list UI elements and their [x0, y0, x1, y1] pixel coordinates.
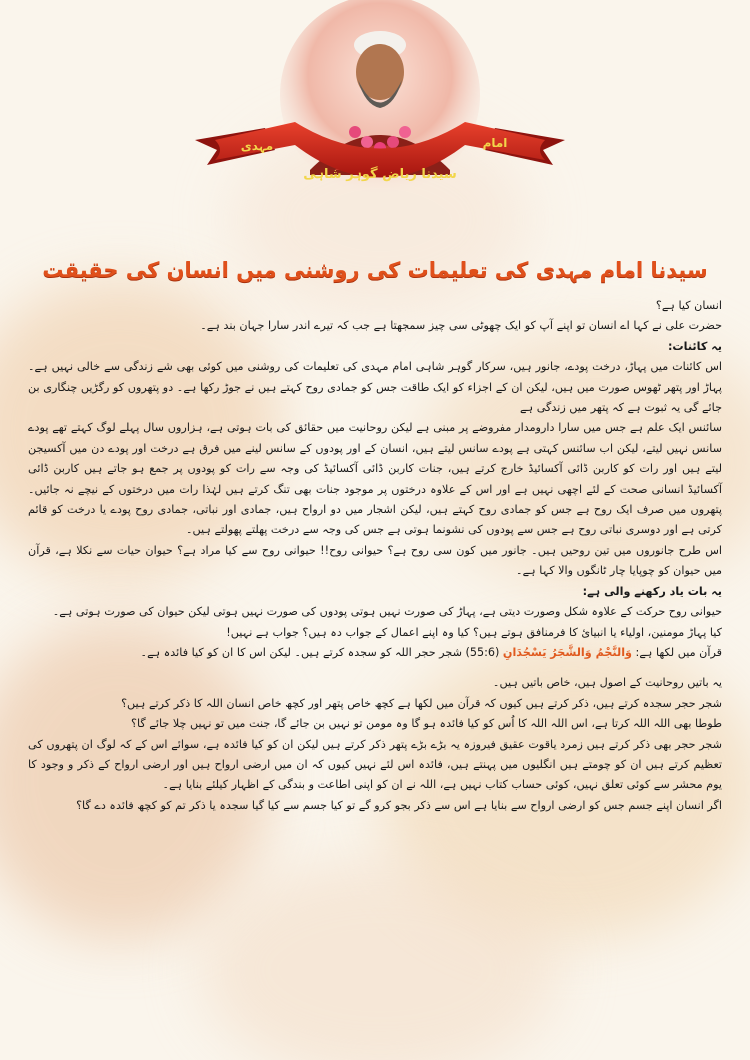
quran-after: (55:6) شجر حجر اللہ کو سجدہ کرتے ہیں۔ لیکن اس کا ان کو کیا فائدہ ہے۔: [140, 645, 503, 659]
article-body: [28, 296, 722, 816]
quran-ayah: وَالنَّجْمُ وَالشَّجَرُ يَسْجُدَانِ: [502, 645, 632, 659]
paragraph: شجر حجر سجدہ کرتے ہیں، ذکر کرتے ہیں کیوں کہ قرآن میں لکھا ہے کچھ خاص پتھر اور کچھ خاص انسان اللہ کا ذکر کرتے ہیں؟: [121, 696, 722, 710]
banner-text-left: امام: [482, 136, 508, 150]
quran-paragraph: [28, 643, 722, 663]
banner-text-right: مہدی: [240, 139, 274, 153]
paragraph: حیوانی روح حرکت کے علاوہ شکل وصورت دیتی ہے، پہاڑ کی صورت نہیں ہوتی پودوں کی صورت نہیں ہوتی لیکن حیوان کی صورت ہوتی ہے۔: [52, 605, 722, 619]
section-heading: یہ بات یاد رکھنے والی ہے:: [582, 584, 722, 598]
paragraph: حضرت علی نے کہا اے انسان تو اپنے آپ کو ایک چھوٹی سی چیز سمجھتا ہے جب کہ تیرے اندر سارا جہان بند ہے۔: [200, 319, 722, 333]
paragraph: کیا پہاڑ مومنین، اولیاء یا انبیائ کا فرمنافق ہوتے ہیں؟ کیا وہ اپنے اعمال کے جواب دہ ہیں؟ جواب ہے نہیں!: [226, 625, 722, 639]
paragraph: اگر انسان اپنے جسم جس کو ارضی ارواح سے بنایا ہے اس سے ذکر بجو کرو گے تو کیا جسم سے کیا گیا سجدہ یا ذکر تم کو کچھ فائدہ دے گا؟: [76, 798, 722, 812]
question-heading: انسان کیا ہے؟: [655, 299, 722, 312]
banner-text-center: سیدنا ریاض گوہر شاہی: [303, 167, 457, 182]
paragraph: یہ باتیں روحانیت کے اصول ہیں، خاص باتیں ہیں۔: [492, 676, 722, 690]
page-title: سیدنا امام مہدی کی تعلیمات کی روشنی میں انسان کی حقیقت: [42, 258, 708, 282]
paragraph: اس کائنات میں پہاڑ، درخت پودے، جانور ہیں، سرکار گوہر شاہی امام مہدی کی تعلیمات کی روشنی میں کوئی بھی شے زندگی سے خالی نہیں ہے۔ پہاڑ اور پتھر ٹھوس صورت میں ہیں، لیکن ان کے اجزاء کو ایک طاقت جس کو جمادی روح کہتے ہیں نے جوڑ رکھا ہے۔ دو پتھروں کو رگڑیں چنگاری بن جائے گی یہ ثبوت ہے کہ پتھر میں زندگی ہے: [28, 360, 722, 415]
section-heading: یہ کائنات:: [667, 339, 722, 353]
paragraph: شجر حجر بھی ذکر کرتے ہیں زمرد یاقوت عقیق فیروزہ یہ بڑے بڑے پتھر ذکر کرتے ہیں لیکن ان کو کیا فائدہ ہے، سوائے اس کے کہ لوگ ان پتھروں کی تعظیم کرتے ہیں ان کو چومتے ہیں انگلیوں میں پہنتے ہیں، فائدہ اس لئے نہیں کیوں کہ ان میں ارضی ارواح ہیں اور ارضی ارواح کے ذکر و وجود کا یوم محشر سے کوئی تعلق نہیں، کوئی حساب کتاب نہیں ہے، اللہ نے ان کو اپنی اطاعت و بندگی کے اظہار کیلئے بنایا ہے۔: [28, 737, 722, 792]
paragraph: طوطا بھی اللہ اللہ کرتا ہے، اس اللہ اللہ کا اُس کو کیا فائدہ ہو گا وہ مومن تو نہیں بن جائے گا، جنت میں تو نہیں چلا جائے گا؟: [131, 717, 722, 731]
paragraph: سائنس ایک علم ہے جس میں سارا دارومدار مفروضے پر مبنی ہے لیکن روحانیت میں حقائق کی بات ہوتی ہے، ہزاروں سال پہلے لوگ کہتے تھے پودے سانس نہیں لیتے، لیکن اب سائنس کہتی ہے پودے سانس لیتے ہیں، انسان کے اور پودوں کے سانس لینے میں فرق ہے درخت اور پودے دن میں آکسیجن لیتے ہیں اور رات کو کاربن ڈائی آکسائیڈ خارج کرتے ہیں، جنات کاربن ڈائی آکسائیڈ کی وجہ سے رات کو پودوں پر جمع ہو جاتے ہیں کاربن ڈائی آکسائیڈ انسانی صحت کے لئے اچھی نہیں ہے اور اس کے علاوہ درختوں پر موجود جنات بھی تنگ کرتے ہیں لہٰذا رات میں درختوں کے نیچے نہ جائیں۔ پتھروں میں صرف ایک روح ہے جس کو جمادی روح کہتے ہیں، لیکن اشجار میں دو ارواح ہیں، جمادی اور نباتی، جمادی روح پودے یا درخت کو قائم کرتی ہے اور دوسری نباتی روح ہے جس سے پودوں کی نشونما ہوتی ہے جس کی وجہ سے درخت پھلتے پھولتے ہیں۔: [28, 421, 722, 537]
header-portrait-banner: [195, 0, 565, 225]
quran-before: قرآن میں لکھا ہے:: [632, 645, 722, 659]
paragraph: اس طرح جانوروں میں تین روحیں ہیں۔ جانور میں کون سی روح ہے؟ حیوانی روح!! حیوانی روح سے کیا مراد ہے؟ حیوان حیات سے نکلا ہے، قرآن میں حیوان کو چوپایا چار ٹانگوں والا کہا ہے۔: [28, 543, 722, 578]
